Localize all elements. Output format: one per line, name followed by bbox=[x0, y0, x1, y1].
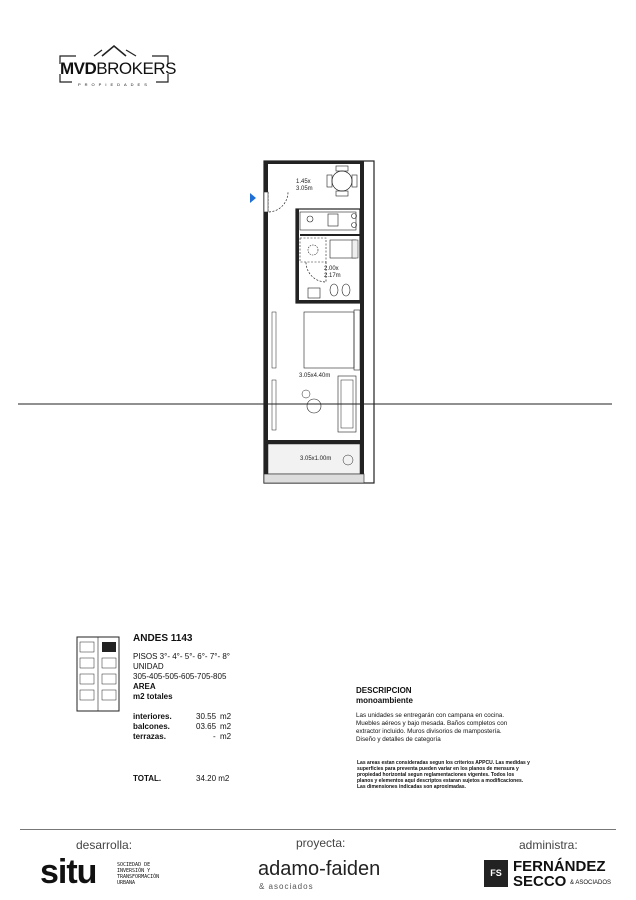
admin-label: administra: bbox=[519, 838, 578, 852]
project-label: proyecta: bbox=[296, 836, 346, 850]
total-label: TOTAL. bbox=[133, 774, 162, 783]
description-subtitle: monoambiente bbox=[356, 696, 413, 705]
dims-terrace: 3.05x1.00m bbox=[300, 456, 332, 462]
situ-tagline-line: URBANA bbox=[117, 880, 136, 886]
fs-logo-icon: FS bbox=[484, 860, 508, 887]
situ-logo: situ bbox=[40, 853, 97, 891]
area-total bbox=[133, 774, 333, 784]
total-value: 34.20 m2 bbox=[196, 774, 230, 783]
bath-door-swing bbox=[306, 262, 326, 282]
shower bbox=[300, 238, 326, 262]
note-line: planos y elementos aqui descriptos estaran sujetos a modificaciones. bbox=[357, 778, 524, 784]
brand-rest: BROKERS bbox=[96, 59, 176, 78]
area-row-terrace bbox=[133, 732, 333, 742]
note-line: Las dimensiones indicadas son aproximadas. bbox=[357, 784, 466, 790]
description-line: Diseño y detalles de categoría bbox=[356, 736, 441, 743]
description-line: extractor incluido. Muros divisorios de mampostería. bbox=[356, 728, 502, 735]
right-wall bbox=[360, 161, 364, 483]
wardrobe bbox=[272, 312, 276, 368]
unit-floors: PISOS 3°- 4°- 5°- 6°- 7°- 8° bbox=[133, 652, 230, 661]
entrance-door-swing bbox=[268, 192, 288, 212]
dining-table bbox=[332, 171, 352, 191]
area-row-value: - bbox=[213, 732, 216, 741]
fs-name-line: SECCO bbox=[513, 873, 567, 890]
adamo-faiden-sub: & asociados bbox=[259, 882, 314, 891]
fs-sub: & ASOCIADOS bbox=[570, 880, 612, 886]
description-line: Las unidades se entregarán con campana en cocina. bbox=[356, 712, 505, 719]
area-row-unit: m2 bbox=[220, 712, 232, 721]
description-line: Muebles aéreos y bajo mesada. Baños completos con bbox=[356, 720, 508, 727]
area-row-unit: m2 bbox=[220, 732, 232, 741]
note-line: Las areas estan consideradas segun los criterios APPCU. Las medidas y bbox=[357, 760, 530, 766]
legal-notes bbox=[357, 760, 582, 790]
bidet bbox=[342, 284, 350, 296]
unit-label: UNIDAD bbox=[133, 662, 164, 671]
footer-divider bbox=[20, 829, 616, 830]
develops-label: desarrolla: bbox=[76, 838, 133, 852]
situ-tagline-line: INVERSIÓN Y bbox=[117, 868, 151, 874]
entrance-arrow-icon bbox=[250, 193, 256, 203]
key-plan-thumbnail bbox=[76, 636, 120, 712]
area-label: AREA bbox=[133, 682, 156, 691]
area-row-label: interiores. bbox=[133, 712, 172, 721]
fs-name-line: FERNÁNDEZ bbox=[513, 858, 606, 875]
dims-bath: 2.00x 2.17m bbox=[324, 266, 341, 279]
area-row-value: 03.65 bbox=[196, 722, 217, 731]
entrance-door bbox=[264, 192, 268, 212]
area-sub: m2 totales bbox=[133, 692, 173, 701]
mvd-brokers-logo bbox=[56, 42, 176, 92]
unit-info bbox=[133, 634, 333, 784]
unit-numbers: 305-405-505-605-705-805 bbox=[133, 672, 227, 681]
area-row-value: 30.55 bbox=[196, 712, 217, 721]
dims-room: 3.05x4.40m bbox=[299, 373, 331, 379]
situ-tagline bbox=[117, 862, 159, 886]
unit-title: ANDES 1143 bbox=[133, 633, 193, 644]
dims-entry: 1.45x 3.05m bbox=[296, 179, 313, 192]
note-line: propiedad horizontal segun reglamentaciones vigentes. Todos los bbox=[357, 772, 515, 778]
top-wall bbox=[264, 161, 364, 164]
area-row-balcony bbox=[133, 722, 333, 732]
situ-tagline-line: TRANSFORMACIÓN bbox=[117, 874, 160, 880]
toilet bbox=[330, 284, 338, 296]
coffee-table bbox=[307, 399, 321, 413]
brand-bold: MVD bbox=[60, 59, 97, 78]
area-row-label: terrazas. bbox=[133, 732, 166, 741]
floor-plan bbox=[0, 150, 636, 500]
area-row-interior bbox=[133, 712, 333, 722]
description bbox=[356, 686, 561, 744]
note-line: superficies para preventa pueden variar en los planos de mensura y bbox=[357, 766, 519, 772]
area-row-label: balcones. bbox=[133, 722, 170, 731]
area-row-unit: m2 bbox=[220, 722, 232, 731]
bed bbox=[304, 312, 354, 368]
situ-tagline-line: SOCIEDAD DE bbox=[117, 862, 151, 868]
adamo-faiden-logo: adamo-faiden bbox=[258, 858, 381, 880]
brand-sub: PROPIEDADES bbox=[78, 82, 151, 87]
description-title: DESCRIPCION bbox=[356, 686, 412, 695]
